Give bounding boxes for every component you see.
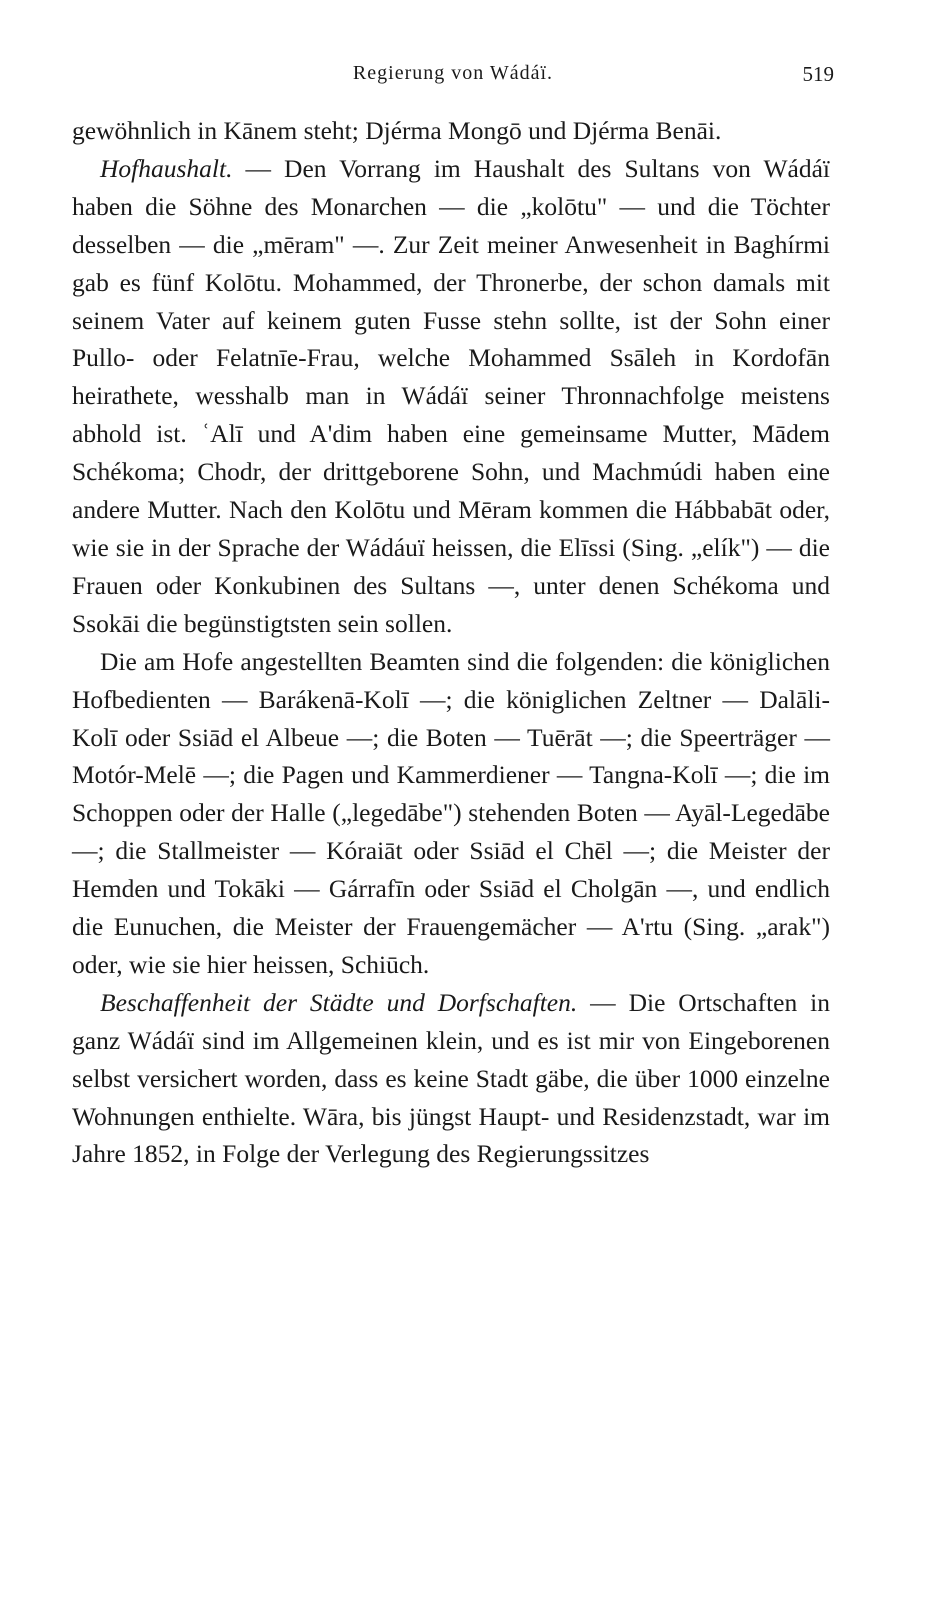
paragraph-hofhaushalt [72,150,830,643]
section-heading: Beschaffenheit der Städte und Dorfschaften. [100,987,578,1017]
page-body [72,112,830,1173]
paragraph-continuation [72,112,830,150]
section-heading: Hofhaushalt. [100,153,233,183]
paragraph-text: — Den Vorrang im Haushalt des Sultans von Wádáï haben die Söhne des Monarchen — die „kolōtu" — und die Töchter desselben — die „mēram" —. Zur Zeit meiner Anwesenheit in Baghírmi gab es fünf Kolōtu. Mohammed, der Thronerbe, der schon damals mit seinem Vater auf keinem guten Fusse stehn sollte, ist der Sohn einer Pullo- oder Felatnīe-Frau, welche Mohammed Ssāleh in Kordofān heirathete, wesshalb man in Wádáï seiner Thronnachfolge meistens abhold ist. ʿAlī und A'dim haben eine gemeinsame Mutter, Mādem Schékoma; Chodr, der drittgeborene Sohn, und Machmúdi haben eine andere Mutter. Nach den Kolōtu und Mēram kommen die Hábbabāt oder, wie sie in der Sprache der Wádáuï heissen, die Elīssi (Sing. „elík") — die Frauen oder Konkubinen des Sultans —, unter denen Schékoma und Ssokāi die begünstigtsten sein sollen. [72,153,830,638]
paragraph-beschaffenheit [72,984,830,1174]
paragraph-text: gewöhnlich in Kānem steht; Djérma Mongō und Djérma Benāi. [72,116,722,145]
running-title: Regierung von Wádáï. [352,62,554,84]
paragraph-beamten [72,643,830,984]
paragraph-text: Die am Hofe angestellten Beamten sind die folgenden: die königlichen Hofbedienten — Barákenā-Kolī —; die königlichen Zeltner — Dalāli-Kolī oder Ssiād el Albeue —; die Boten — Tuērāt —; die Speerträger — Motór-Melē —; die Pagen und Kammerdiener — Tangna-Kolī —; die im Schoppen oder der Halle („legedābe") stehenden Boten — Ayāl-Legedābe —; die Stallmeister — Kóraiāt oder Ssiād el Chēl —; die Meister der Hemden und Tokāki — Gárrafīn oder Ssiād el Cholgān —, und endlich die Eunuchen, die Meister der Frauengemächer — A'rtu (Sing. „arak") oder, wie sie hier heissen, Schiūch. [72,646,830,979]
page-number: 519 [802,62,834,86]
paragraph-text: — Die Ortschaften in ganz Wádáï sind im Allgemeinen klein, und es ist mir von Eingeborenen selbst versichert worden, dass es keine Stadt gäbe, die über 1000 einzelne Wohnungen enthielte. Wāra, bis jüngst Haupt- und Residenzstadt, war im Jahre 1852, in Folge der Verlegung des Regierungssitzes [72,987,830,1169]
page-header [72,62,834,92]
